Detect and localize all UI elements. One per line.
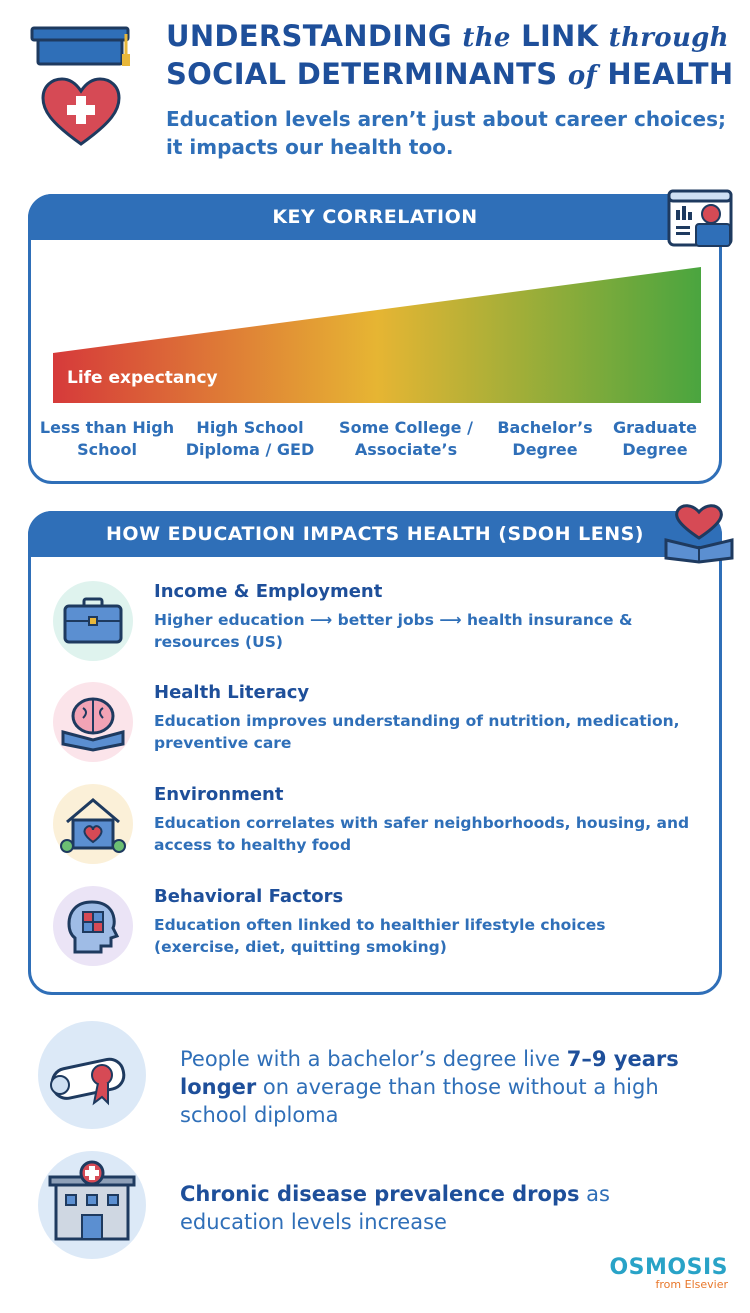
fact-text: Chronic disease prevalence drops as education levels increase: [180, 1182, 610, 1234]
fact-icon-bg: [38, 1021, 146, 1129]
impact-icon-bg: [53, 682, 133, 762]
house-heart-icon: [53, 784, 133, 864]
life-expectancy-label: Life expectancy: [67, 368, 218, 388]
impact-item-income: [53, 581, 703, 671]
category-label: Graduate Degree: [613, 418, 697, 459]
fact-icon-bg: [38, 1151, 146, 1259]
head-puzzle-icon: [53, 886, 133, 966]
logo-from: from Elsevier: [655, 1278, 728, 1291]
impact-icon-bg: [53, 886, 133, 966]
briefcase-icon: [53, 581, 133, 661]
book-heart-icon: [662, 500, 736, 564]
impact-title: Environment: [154, 784, 284, 805]
impact-item-environment: [53, 784, 703, 874]
impact-title: Health Literacy: [154, 682, 310, 703]
key-correlation-heading: KEY CORRELATION: [28, 194, 722, 240]
category-label: Some College / Associate’s: [339, 418, 473, 459]
page-title: UNDERSTANDING the LINK through SOCIAL DETERMINANTS of HEALTH: [166, 19, 734, 91]
category-label: High School Diploma / GED: [185, 418, 315, 459]
category-label: Bachelor’s Degree: [497, 418, 593, 459]
page-subtitle: Education levels aren’t just about career choices; it impacts our health too.: [166, 107, 726, 159]
impact-desc: Higher education ⟶ better jobs ⟶ health insurance & resources (US): [154, 611, 633, 651]
impact-title: Income & Employment: [154, 581, 383, 602]
osmosis-logo: [609, 1255, 728, 1291]
heart-plus-icon: [40, 76, 122, 148]
impact-icon-bg: [53, 784, 133, 864]
graduation-cap-icon: [26, 20, 138, 70]
fact-text: People with a bachelor’s degree live 7–9 years longer on average than those without a high school diploma: [180, 1047, 679, 1127]
impacts-panel: [28, 511, 722, 995]
impacts-heading: HOW EDUCATION IMPACTS HEALTH (SDOH LENS): [28, 511, 722, 557]
dashboard-chart-icon: [666, 188, 734, 254]
hospital-icon: [38, 1151, 146, 1259]
impact-desc: Education correlates with safer neighborhoods, housing, and access to healthy food: [154, 814, 690, 854]
impact-icon-bg: [53, 581, 133, 661]
impact-title: Behavioral Factors: [154, 886, 344, 907]
impact-item-literacy: [53, 682, 703, 772]
diploma-icon: [38, 1021, 146, 1129]
logo-brand: OSMOSIS: [609, 1255, 728, 1280]
key-correlation-panel: [28, 194, 722, 484]
category-label: Less than High School: [39, 418, 175, 459]
brain-book-icon: [53, 682, 133, 762]
impact-item-behavioral: [53, 886, 703, 976]
impact-desc: Education often linked to healthier lifestyle choices (exercise, diet, quitting smoking): [154, 916, 606, 956]
impact-desc: Education improves understanding of nutrition, medication, preventive care: [154, 712, 680, 752]
